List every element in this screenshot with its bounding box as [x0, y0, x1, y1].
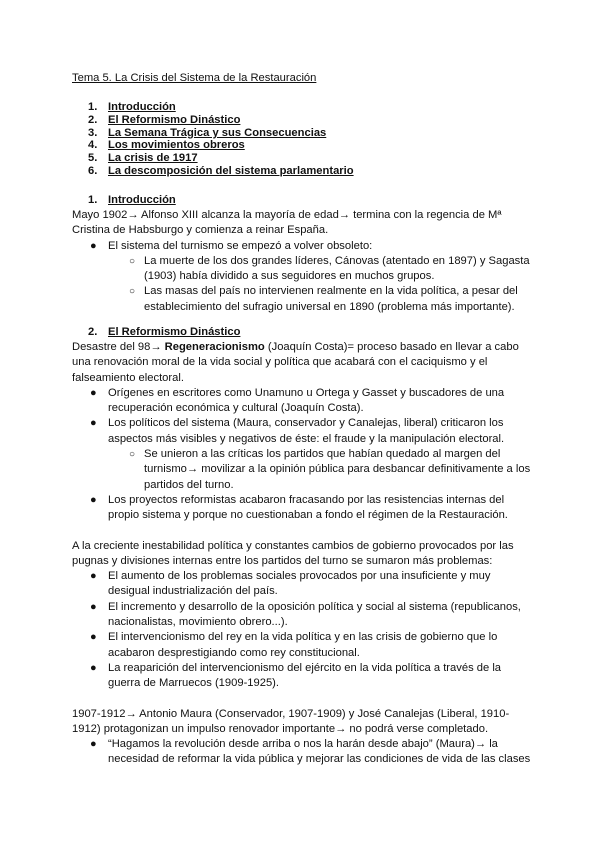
section-number: 1. [88, 194, 98, 206]
list-item [72, 737, 532, 768]
circle-bullet-icon: ○ [129, 255, 136, 267]
paragraph: 1907-1912→ Antonio Maura (Conservador, 1907-1909) y José Canalejas (Liberal, 1910-1912) protagonizan un impulso renovador importante→ no podrá verse completado. [72, 707, 510, 735]
list-item-text: El sistema del turnismo se empezó a volver obsoleto: [108, 239, 373, 252]
intro-text-b: (Joaquín Costa)= proceso basado en llevar a cabo una renovación moral de la vida social y política que acabará con el caciquismo y el falseamiento electoral. [72, 341, 519, 384]
toc-label: Introducción [108, 101, 176, 113]
toc-label: Los movimientos obreros [108, 139, 245, 152]
toc-number: 3. [88, 126, 98, 139]
toc-item [72, 165, 552, 178]
toc-label: La crisis de 1917 [108, 152, 198, 165]
list-item-text: La reaparición del intervencionismo del ejército en la vida política a través de la guerra de Marruecos (1909-1925). [108, 661, 502, 690]
sub-list-item-text: Se unieron a las críticas los partidos que habían quedado al margen del turnismo→ movilizar a la opinión pública para desbancar definitivamente a los partidos del turno. [144, 448, 531, 491]
circle-bullet-icon: ○ [129, 449, 136, 461]
bullet-icon: ● [90, 600, 97, 613]
toc-item [72, 101, 552, 114]
sub-list-item-text: Las masas del país no intervienen realmente en la vida política, a pesar del establecimiento del sufragio universal en 1890 (problema más importante). [144, 285, 518, 313]
toc-number: 2. [88, 113, 98, 126]
bullet-list [72, 386, 532, 524]
section-intro-paragraph: Mayo 1902→ Alfonso XIII alcanza la mayoría de edad→ termina con la regencia de Mª Cristina de Habsburgo y comienza a reinar España. [72, 209, 502, 237]
bullet-icon: ● [90, 417, 97, 430]
list-item [72, 630, 532, 661]
toc-number: 5. [88, 152, 98, 165]
table-of-contents [72, 101, 552, 178]
section-introduccion [72, 193, 532, 315]
list-item-text: “Hagamos la revolución desde arriba o nos la harán desde abajo” (Maura)→ la necesidad de reformar la vida pública y mejorar las condiciones de vida de las clases [108, 738, 531, 766]
list-item-text: Los políticos del sistema (Maura, conservador y Canalejas, liberal) criticaron los aspectos más visibles y negativos de éste: el fraude y la manipulación electoral. [108, 417, 505, 445]
section-intro-paragraph [72, 340, 532, 386]
toc-item [72, 114, 552, 127]
section-heading-label: El Reformismo Dinástico [108, 326, 241, 338]
list-item [72, 386, 532, 417]
paragraph: A la creciente inestabilidad política y constantes cambios de gobierno provocados por las pugnas y divisiones internas entre los partidos del turno se sumaron más problemas: [72, 539, 514, 567]
intro-bold-term: Regeneracionismo [164, 341, 265, 353]
toc-item [72, 127, 552, 140]
toc-item [72, 152, 552, 165]
bullet-icon: ● [90, 570, 97, 583]
bullet-icon: ● [90, 631, 97, 644]
toc-number: 6. [88, 164, 98, 177]
list-item-text: Orígenes en escritores como Unamuno u Ortega y Gasset y buscadores de una recuperación económica y cultural (Joaquín Costa). [108, 386, 505, 415]
sub-list-item [72, 284, 532, 315]
list-item [72, 493, 532, 524]
section-heading [72, 193, 532, 208]
bullet-list [72, 239, 532, 315]
bullet-icon: ● [90, 661, 97, 674]
bullet-icon: ● [90, 239, 97, 252]
sub-list-item-text: La muerte de los dos grandes líderes, Cánovas (atentado en 1897) y Sagasta (1903) había dividido a sus seguidores en muchos grupos. [144, 254, 530, 283]
sub-list-item [72, 254, 532, 285]
intro-text-a: Desastre del 98→ [72, 341, 165, 353]
list-item-text: El aumento de los problemas sociales provocados por una insuficiente y muy desigual industrialización del país. [108, 570, 491, 598]
list-item [72, 661, 532, 692]
section-heading-label: Introducción [108, 194, 176, 206]
section-reformismo [72, 325, 532, 768]
list-item [72, 600, 532, 631]
toc-item [72, 139, 552, 152]
toc-label: La Semana Trágica y sus Consecuencias [108, 126, 327, 139]
section-number: 2. [88, 326, 98, 338]
circle-bullet-icon: ○ [129, 286, 136, 298]
list-item [72, 569, 532, 600]
sub-list-item [72, 447, 532, 493]
toc-label: La descomposición del sistema parlamentario [108, 164, 354, 177]
list-item-text: El incremento y desarrollo de la oposición política y social al sistema (republicanos, nacionalistas, movimiento obrero...). [108, 600, 521, 629]
list-item [72, 416, 532, 492]
sub-bullet-list [72, 447, 532, 493]
bullet-icon: ● [90, 738, 97, 751]
list-item-text: Los proyectos reformistas acabaron fracasando por las resistencias internas del propio sistema y porque no cuestionaban a fondo el régimen de la Restauración. [108, 493, 508, 522]
toc-number: 4. [88, 139, 98, 152]
bullet-icon: ● [90, 386, 97, 399]
list-item-text: El intervencionismo del rey en la vida política y en las crisis de gobierno que lo acabaron desprestigiando como rey constitucional. [108, 631, 498, 659]
list-item [72, 239, 532, 315]
bullet-list [72, 569, 532, 691]
bullet-icon: ● [90, 493, 97, 506]
toc-label: El Reformismo Dinástico [108, 113, 241, 126]
section-heading [72, 325, 532, 340]
sub-bullet-list [72, 254, 532, 315]
document-title: Tema 5. La Crisis del Sistema de la Restauración [72, 72, 317, 84]
bullet-list [72, 737, 532, 768]
toc-number: 1. [88, 101, 98, 113]
